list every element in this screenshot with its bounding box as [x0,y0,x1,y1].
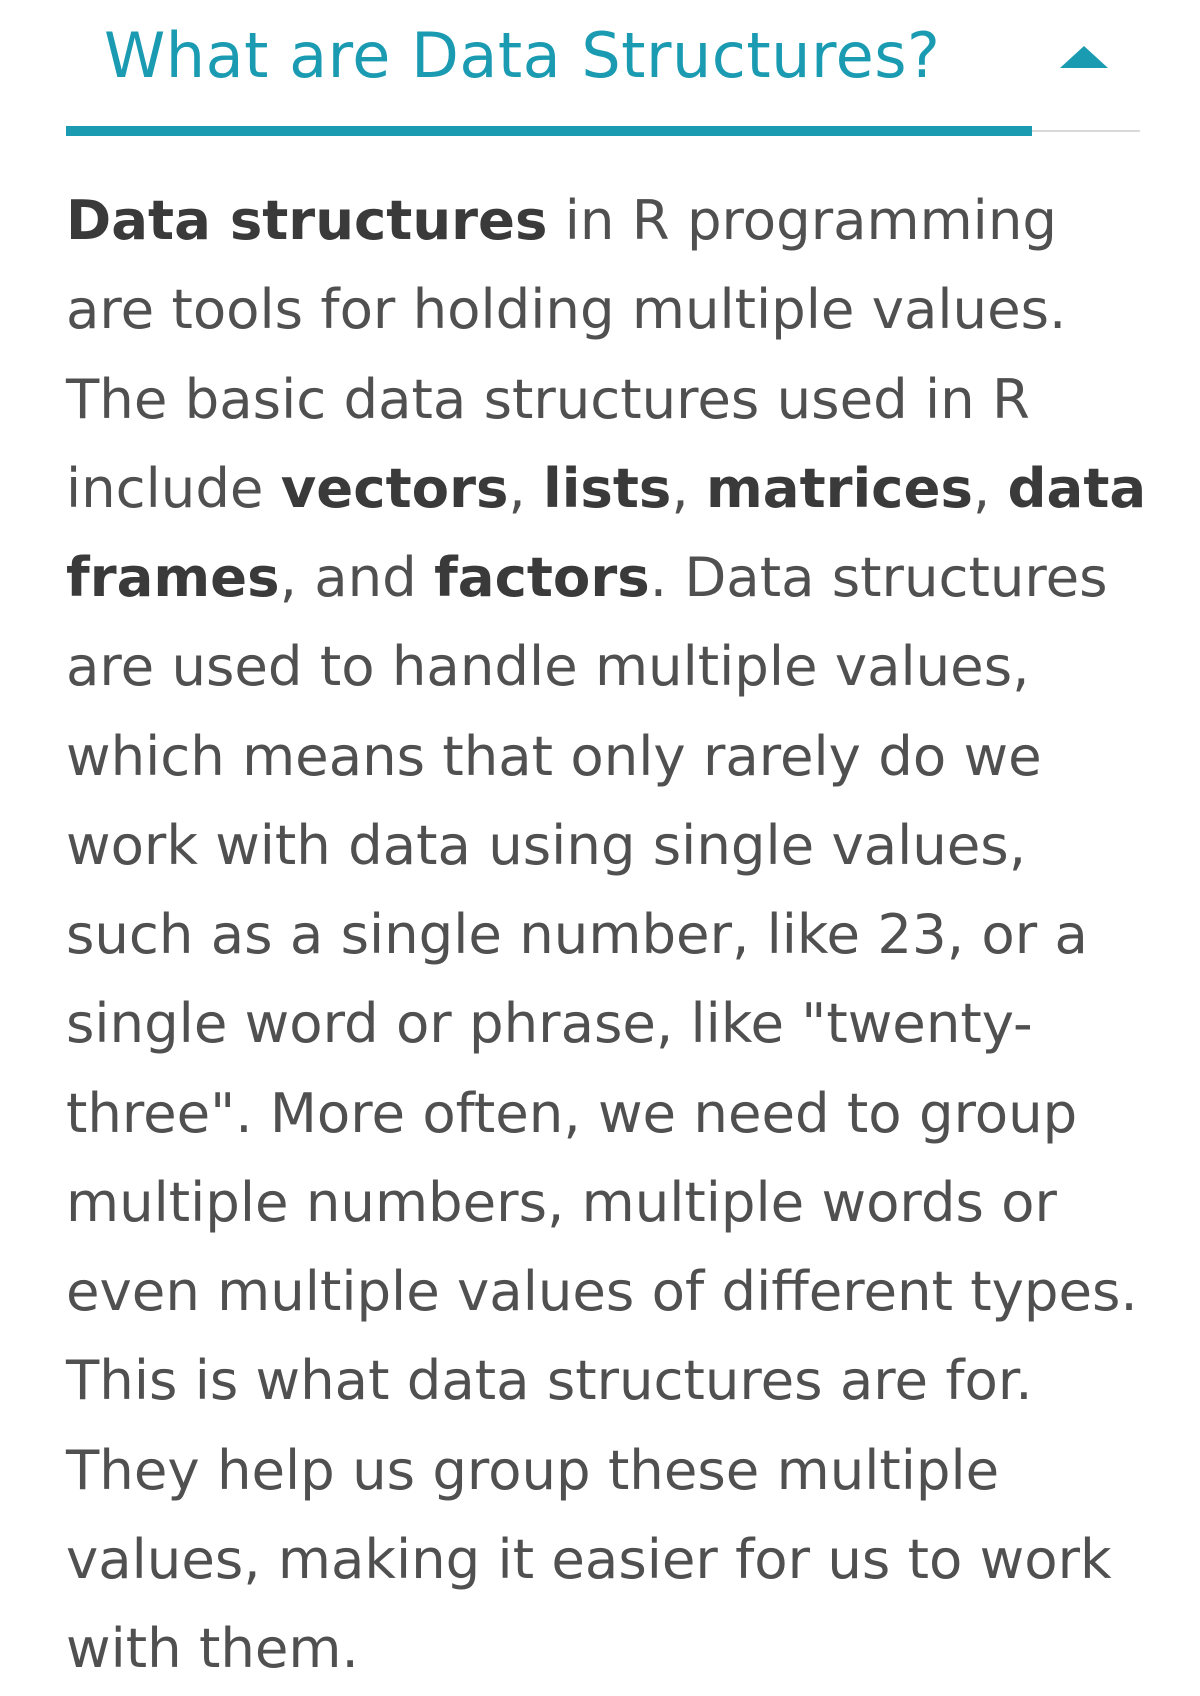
para-line: The basic data structures used in R [66,366,1030,431]
para-text: , [972,455,1008,520]
para-line [66,456,1146,520]
para-line: are used to handle multiple values, [66,634,1030,699]
para-line: work with data using single values, [66,812,1027,877]
accordion-body [66,176,1156,1693]
para-line: which means that only rarely do we [66,723,1042,788]
para-line: multiple numbers, multiple words or [66,1169,1057,1234]
accordion-header[interactable] [66,0,1140,134]
caret-up-icon[interactable] [1056,42,1112,72]
active-underline [66,126,1032,136]
description-paragraph [66,176,1156,1693]
para-text: in R programming [547,188,1057,252]
para-text: . Data structures [649,545,1108,609]
para-line: three". More often, we need to group [66,1080,1078,1145]
para-text: , [508,455,544,520]
para-line: such as a single number, like 23, or a [66,902,1088,966]
para-line: single word or phrase, like "twenty- [66,991,1033,1056]
accordion-title[interactable]: What are Data Structures? [104,19,941,92]
bold-term: matrices [706,455,973,520]
para-line [66,188,1057,252]
bold-term: factors [434,545,650,609]
bold-term: lists [543,455,672,520]
para-line: with them. [66,1616,359,1680]
para-line: This is what data structures are for. [66,1348,1033,1413]
para-text: , and [279,545,435,609]
bold-term: vectors [280,455,509,520]
bold-term: data [1007,455,1147,520]
bold-term: Data structures [66,188,548,252]
para-text: include [66,455,281,520]
para-line: even multiple values of different types. [66,1259,1138,1323]
para-text: , [671,455,706,520]
para-line: They help us group these multiple [66,1437,1000,1502]
para-line [66,545,1108,609]
para-line: are tools for holding multiple values. [66,277,1067,342]
bold-term: frames [66,545,280,609]
accordion [66,0,1147,1680]
para-line: values, making it easier for us to work [66,1526,1112,1591]
